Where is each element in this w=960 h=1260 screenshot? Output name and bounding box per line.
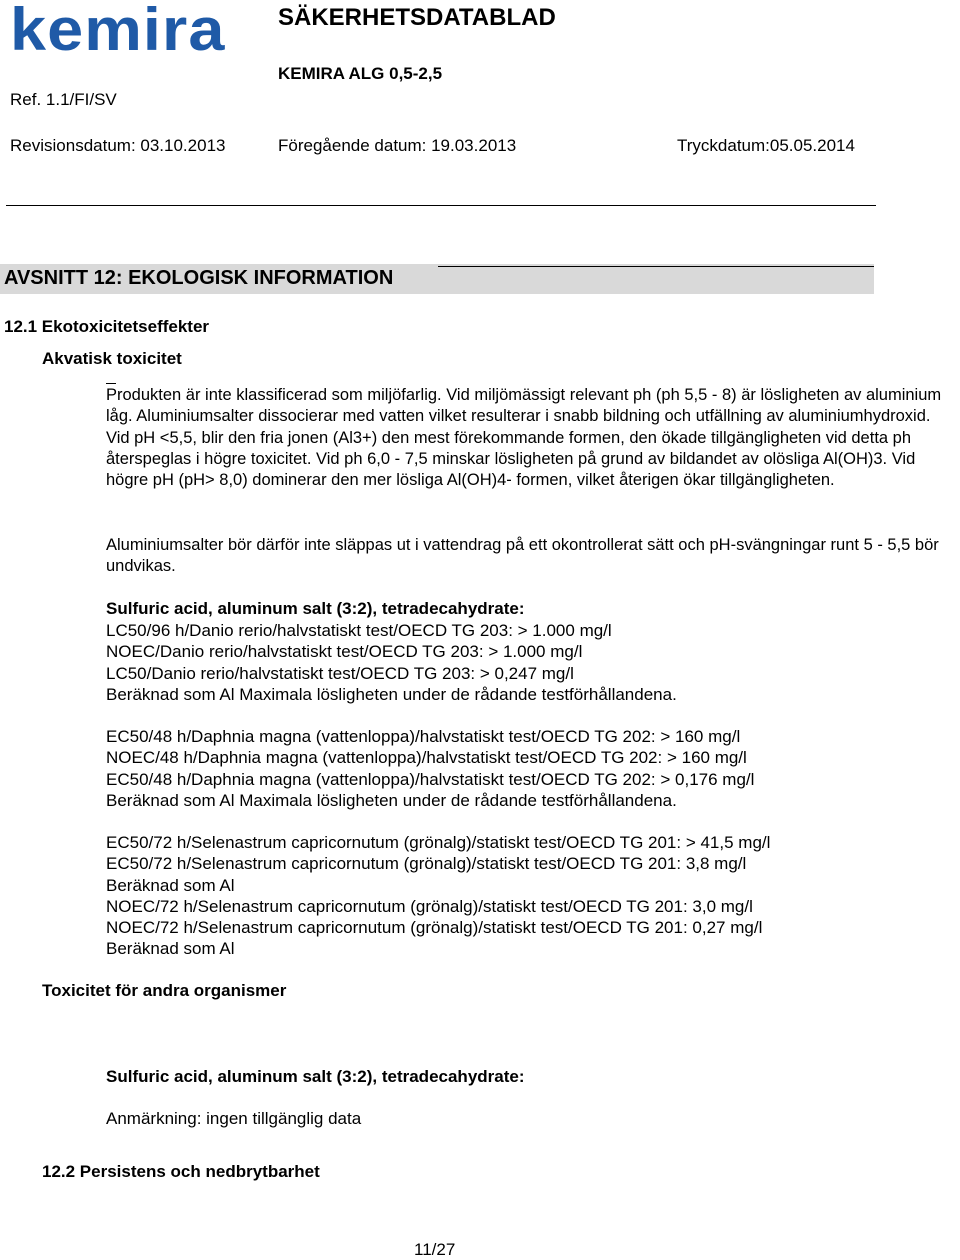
remark: Anmärkning: ingen tillgänglig data xyxy=(106,1109,362,1128)
document-title: SÄKERHETSDATABLAD xyxy=(278,4,556,31)
fish-toxicity-list xyxy=(106,620,677,705)
list-item: NOEC/48 h/Daphnia magna (vattenloppa)/halvstatiskt test/OECD TG 202: > 160 mg/l xyxy=(106,748,747,768)
list-item: EC50/72 h/Selenastrum capricornutum (grönalg)/statiskt test/OECD TG 201: 3,8 mg/l xyxy=(106,854,747,874)
algae-toxicity-list xyxy=(106,832,770,960)
list-item: EC50/72 h/Selenastrum capricornutum (grönalg)/statiskt test/OECD TG 201: > 41,5 mg/l xyxy=(106,833,771,852)
dash-marker xyxy=(106,383,116,384)
revision-date: Revisionsdatum: 03.10.2013 xyxy=(10,136,226,155)
list-item: EC50/48 h/Daphnia magna (vattenloppa)/halvstatiskt test/OECD TG 202: > 0,176 mg/l xyxy=(106,769,755,789)
other-organisms-heading: Toxicitet för andra organismer xyxy=(42,981,287,1000)
section-bar-rule xyxy=(438,266,874,267)
section-title: AVSNITT 12: EKOLOGISK INFORMATION xyxy=(4,267,394,289)
intro-paragraph: Produkten är inte klassificerad som miljöfarlig. Vid miljömässigt relevant ph (ph 5,5 - 8) är lösligheten av aluminium låg. Aluminiumsalter dissocierar med vatten vilket resulterar i snabb bildning och utfällning av aluminiumhydroxid. Vid pH <5,5, blir den fria jonen (Al3+) den mest förekommande formen, den ökade tillgängligheten vid detta ph återspeglas i högre toxicitet. Vid ph 6,0 - 7,5 minskar lösligheten på grund av bildandet av olösliga Al(OH)3. Vid högre pH (pH> 8,0) dominerar den mer lösliga Al(OH)4- formen, vilket återigen ökar tillgängligheten. xyxy=(106,386,942,490)
subsection-12-2: 12.2 Persistens och nedbrytbarhet xyxy=(42,1162,320,1181)
reference: Ref. 1.1/FI/SV xyxy=(10,90,117,109)
list-item: Beräknad som Al xyxy=(106,939,235,959)
daphnia-toxicity-list xyxy=(106,726,754,811)
print-date: Tryckdatum:05.05.2014 xyxy=(677,136,855,155)
list-item: Beräknad som Al xyxy=(106,875,235,895)
list-item: Beräknad som Al Maximala lösligheten under de rådande testförhållandena. xyxy=(106,790,677,810)
subsection-12-1: 12.1 Ekotoxicitetseffekter xyxy=(4,317,210,336)
list-item: LC50/96 h/Danio rerio/halvstatiskt test/OECD TG 203: > 1.000 mg/l xyxy=(106,621,612,640)
page-number: 11/27 xyxy=(414,1240,456,1259)
list-item: NOEC/72 h/Selenastrum capricornutum (grönalg)/statiskt test/OECD TG 201: 0,27 mg/l xyxy=(106,918,763,938)
substance-heading-2: Sulfuric acid, aluminum salt (3:2), tetradecahydrate: xyxy=(106,1067,525,1086)
list-item: NOEC/72 h/Selenastrum capricornutum (grönalg)/statiskt test/OECD TG 201: 3,0 mg/l xyxy=(106,896,753,916)
list-item: EC50/48 h/Daphnia magna (vattenloppa)/halvstatiskt test/OECD TG 202: > 160 mg/l xyxy=(106,727,741,746)
substance-heading: Sulfuric acid, aluminum salt (3:2), tetradecahydrate: xyxy=(106,599,525,618)
header-divider xyxy=(6,205,876,206)
list-item: NOEC/Danio rerio/halvstatiskt test/OECD TG 203: > 1.000 mg/l xyxy=(106,642,583,662)
aquatic-toxicity-heading: Akvatisk toxicitet xyxy=(42,349,182,368)
previous-date: Föregående datum: 19.03.2013 xyxy=(278,136,517,155)
kemira-logo: kemira xyxy=(10,0,226,63)
product-name: KEMIRA ALG 0,5-2,5 xyxy=(278,64,443,83)
list-item: LC50/Danio rerio/halvstatiskt test/OECD TG 203: > 0,247 mg/l xyxy=(106,663,574,683)
list-item: Beräknad som Al Maximala lösligheten under de rådande testförhållandena. xyxy=(106,684,677,704)
intro-paragraph-2: Aluminiumsalter bör därför inte släppas ut i vattendrag på ett okontrollerat sätt och pH-svängningar runt 5 - 5,5 bör undvikas. xyxy=(106,536,939,576)
